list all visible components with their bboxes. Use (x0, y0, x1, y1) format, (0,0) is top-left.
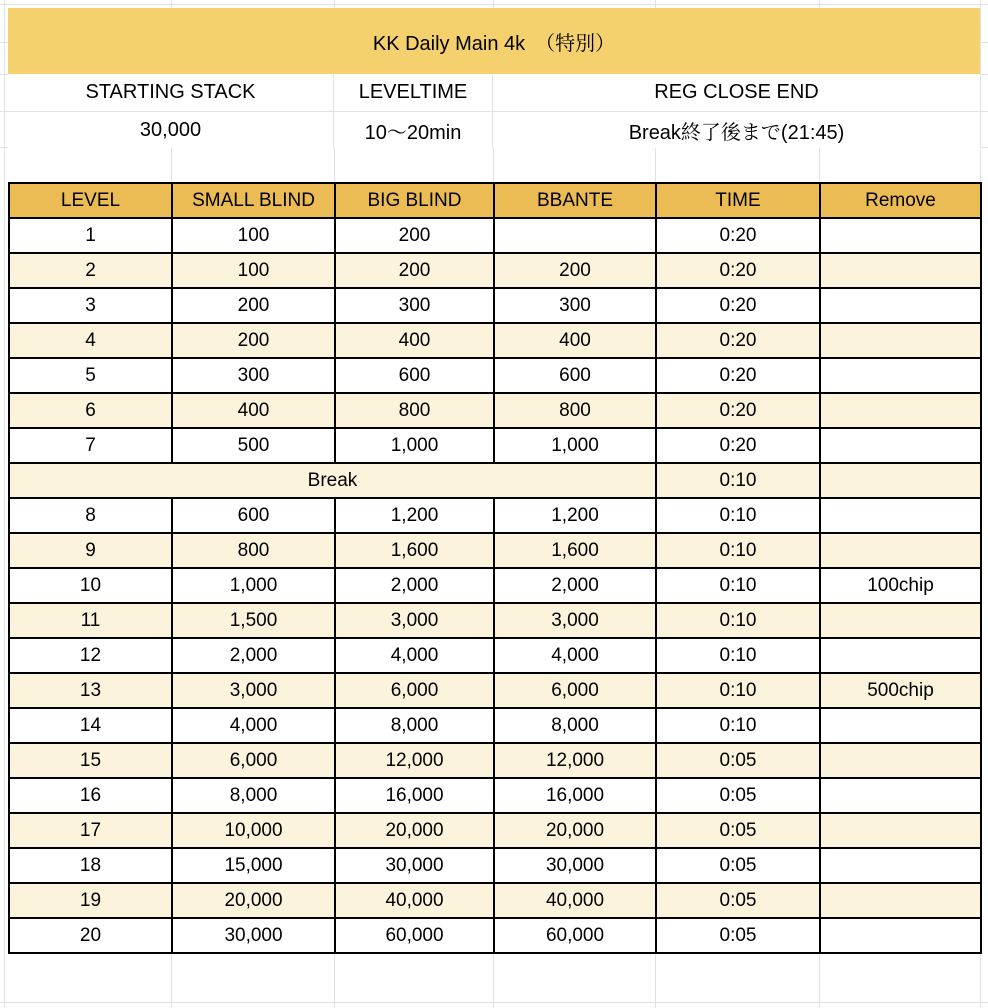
cell-time: 0:20 (656, 358, 820, 393)
cell-remove (820, 218, 981, 253)
level-row (9, 498, 981, 533)
cell-level: 1 (9, 218, 172, 253)
column-header-level: LEVEL (9, 183, 172, 218)
cell-big-blind: 200 (335, 218, 494, 253)
cell-level: 20 (9, 918, 172, 953)
cell-bbante: 20,000 (494, 813, 656, 848)
grid-line (0, 1002, 988, 1003)
cell-small-blind: 30,000 (172, 918, 335, 953)
cell-level: 19 (9, 883, 172, 918)
cell-time: 0:10 (656, 673, 820, 708)
level-row (9, 393, 981, 428)
cell-bbante: 6,000 (494, 673, 656, 708)
cell-time: 0:20 (656, 323, 820, 358)
cell-level: 12 (9, 638, 172, 673)
level-row (9, 848, 981, 883)
cell-small-blind: 6,000 (172, 743, 335, 778)
cell-small-blind: 15,000 (172, 848, 335, 883)
level-row (9, 708, 981, 743)
cell-big-blind: 600 (335, 358, 494, 393)
level-row (9, 883, 981, 918)
cell-time: 0:10 (656, 568, 820, 603)
cell-small-blind: 800 (172, 533, 335, 568)
blind-table-body (9, 218, 981, 953)
cell-big-blind: 1,000 (335, 428, 494, 463)
cell-big-blind: 3,000 (335, 603, 494, 638)
cell-bbante: 4,000 (494, 638, 656, 673)
cell-time: 0:20 (656, 253, 820, 288)
cell-small-blind: 200 (172, 288, 335, 323)
level-row (9, 638, 981, 673)
cell-level: 9 (9, 533, 172, 568)
title-banner (8, 8, 980, 74)
cell-big-blind: 200 (335, 253, 494, 288)
cell-remove (820, 778, 981, 813)
cell-bbante: 2,000 (494, 568, 656, 603)
cell-time: 0:05 (656, 883, 820, 918)
cell-time: 0:20 (656, 428, 820, 463)
cell-level: 7 (9, 428, 172, 463)
level-row (9, 673, 981, 708)
grid-line (4, 0, 5, 1008)
cell-bbante: 40,000 (494, 883, 656, 918)
grid-line (0, 4, 988, 5)
cell-time: 0:10 (656, 638, 820, 673)
column-header-big-blind: BIG BLIND (335, 183, 494, 218)
cell-remove (820, 708, 981, 743)
column-header-bbante: BBANTE (494, 183, 656, 218)
level-row (9, 323, 981, 358)
cell-big-blind: 20,000 (335, 813, 494, 848)
cell-remove: 100chip (820, 568, 981, 603)
cell-big-blind: 800 (335, 393, 494, 428)
break-row (9, 463, 981, 498)
cell-remove (820, 288, 981, 323)
cell-level: 15 (9, 743, 172, 778)
cell-small-blind: 2,000 (172, 638, 335, 673)
cell-small-blind: 10,000 (172, 813, 335, 848)
info-table (8, 74, 980, 148)
cell-small-blind: 1,500 (172, 603, 335, 638)
cell-big-blind: 60,000 (335, 918, 494, 953)
cell-level: 16 (9, 778, 172, 813)
cell-remove (820, 883, 981, 918)
cell-remove (820, 743, 981, 778)
cell-level: 14 (9, 708, 172, 743)
cell-bbante: 8,000 (494, 708, 656, 743)
cell-level: 8 (9, 498, 172, 533)
cell-time: 0:10 (656, 498, 820, 533)
cell-bbante: 30,000 (494, 848, 656, 883)
cell-remove (820, 323, 981, 358)
cell-bbante: 200 (494, 253, 656, 288)
cell-level: 6 (9, 393, 172, 428)
cell-bbante: 16,000 (494, 778, 656, 813)
cell-time: 0:10 (656, 463, 820, 498)
cell-big-blind: 8,000 (335, 708, 494, 743)
cell-remove: 500chip (820, 673, 981, 708)
cell-bbante: 3,000 (494, 603, 656, 638)
cell-bbante: 1,000 (494, 428, 656, 463)
cell-small-blind: 4,000 (172, 708, 335, 743)
cell-bbante: 1,200 (494, 498, 656, 533)
cell-big-blind: 40,000 (335, 883, 494, 918)
cell-level: 13 (9, 673, 172, 708)
info-header-starting-stack: STARTING STACK (8, 74, 334, 112)
cell-remove (820, 638, 981, 673)
level-row (9, 778, 981, 813)
cell-remove (820, 358, 981, 393)
level-row (9, 253, 981, 288)
cell-small-blind: 1,000 (172, 568, 335, 603)
cell-big-blind: 12,000 (335, 743, 494, 778)
cell-remove (820, 918, 981, 953)
cell-bbante: 400 (494, 323, 656, 358)
cell-remove (820, 428, 981, 463)
cell-big-blind: 1,600 (335, 533, 494, 568)
level-row (9, 568, 981, 603)
cell-time: 0:10 (656, 603, 820, 638)
cell-time: 0:05 (656, 848, 820, 883)
cell-small-blind: 500 (172, 428, 335, 463)
cell-level: 17 (9, 813, 172, 848)
info-value-leveltime: 10～20min (334, 112, 493, 148)
cell-time: 0:20 (656, 218, 820, 253)
header-row (9, 183, 981, 218)
cell-level: 11 (9, 603, 172, 638)
cell-big-blind: 1,200 (335, 498, 494, 533)
cell-remove (820, 813, 981, 848)
cell-level: 5 (9, 358, 172, 393)
cell-remove (820, 253, 981, 288)
cell-small-blind: 8,000 (172, 778, 335, 813)
column-header-remove: Remove (820, 183, 981, 218)
cell-small-blind: 200 (172, 323, 335, 358)
info-header-leveltime: LEVELTIME (334, 74, 493, 112)
level-row (9, 358, 981, 393)
cell-bbante: 600 (494, 358, 656, 393)
info-header-reg-close-end: REG CLOSE END (493, 74, 980, 112)
cell-small-blind: 600 (172, 498, 335, 533)
blind-structure-table (8, 182, 982, 954)
cell-small-blind: 300 (172, 358, 335, 393)
level-row (9, 428, 981, 463)
cell-remove (820, 603, 981, 638)
level-row (9, 218, 981, 253)
level-row (9, 743, 981, 778)
cell-big-blind: 2,000 (335, 568, 494, 603)
cell-bbante: 1,600 (494, 533, 656, 568)
cell-small-blind: 20,000 (172, 883, 335, 918)
cell-time: 0:05 (656, 813, 820, 848)
cell-bbante: 300 (494, 288, 656, 323)
cell-small-blind: 3,000 (172, 673, 335, 708)
cell-time: 0:20 (656, 393, 820, 428)
cell-time: 0:05 (656, 918, 820, 953)
level-row (9, 813, 981, 848)
cell-level: 4 (9, 323, 172, 358)
cell-small-blind: 400 (172, 393, 335, 428)
cell-remove (820, 533, 981, 568)
cell-big-blind: 30,000 (335, 848, 494, 883)
column-header-small-blind: SMALL BLIND (172, 183, 335, 218)
tournament-title: KK Daily Main 4k （特別） (372, 32, 616, 55)
cell-time: 0:05 (656, 743, 820, 778)
cell-bbante: 12,000 (494, 743, 656, 778)
cell-level: 10 (9, 568, 172, 603)
cell-bbante (494, 218, 656, 253)
cell-big-blind: 4,000 (335, 638, 494, 673)
info-value-reg-close-end: Break終了後まで(21:45) (628, 121, 845, 144)
level-row (9, 603, 981, 638)
cell-big-blind: 400 (335, 323, 494, 358)
cell-small-blind: 100 (172, 253, 335, 288)
cell-time: 0:20 (656, 288, 820, 323)
level-row (9, 288, 981, 323)
cell-small-blind: 100 (172, 218, 335, 253)
cell-big-blind: 6,000 (335, 673, 494, 708)
cell-remove (820, 463, 981, 498)
cell-remove (820, 848, 981, 883)
break-label: Break (9, 463, 656, 498)
cell-big-blind: 16,000 (335, 778, 494, 813)
cell-bbante: 800 (494, 393, 656, 428)
cell-time: 0:10 (656, 708, 820, 743)
cell-level: 18 (9, 848, 172, 883)
column-header-time: TIME (656, 183, 820, 218)
cell-bbante: 60,000 (494, 918, 656, 953)
info-value-starting-stack: 30,000 (8, 112, 334, 148)
level-row (9, 533, 981, 568)
level-row (9, 918, 981, 953)
cell-big-blind: 300 (335, 288, 494, 323)
cell-time: 0:10 (656, 533, 820, 568)
cell-remove (820, 498, 981, 533)
cell-time: 0:05 (656, 778, 820, 813)
cell-level: 3 (9, 288, 172, 323)
cell-remove (820, 393, 981, 428)
cell-level: 2 (9, 253, 172, 288)
